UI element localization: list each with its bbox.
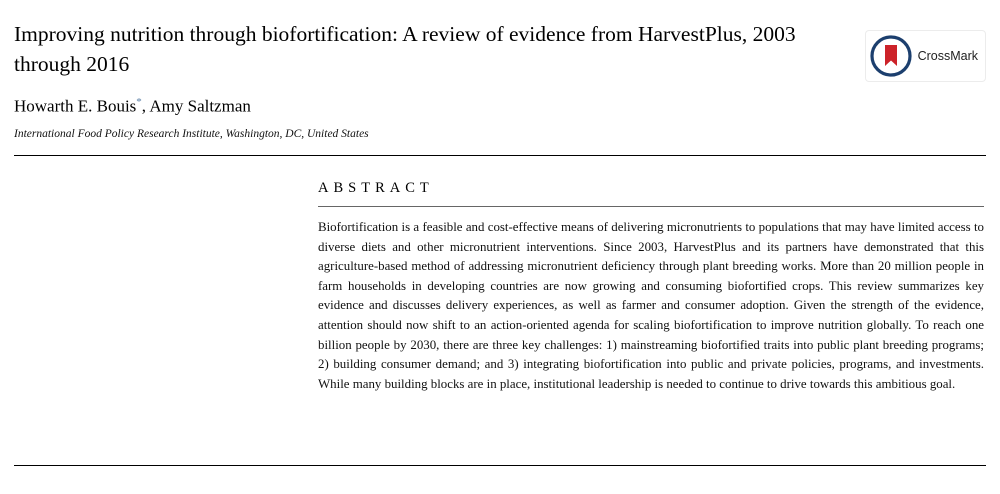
corresponding-author-marker[interactable]: * (136, 96, 142, 109)
crossmark-badge[interactable] (865, 30, 986, 82)
paper-header (0, 0, 1000, 140)
paper-title: Improving nutrition through biofortification: A review of evidence from HarvestPlus, 2003 through 2016 (14, 22, 796, 76)
author-name-second: Amy Saltzman (149, 96, 251, 116)
authors-line (14, 96, 986, 117)
crossmark-label: CrossMark (917, 49, 978, 63)
author-name-first: Howarth E. Bouis (14, 96, 137, 116)
abstract-heading: ABSTRACT (318, 180, 984, 207)
affiliation: International Food Policy Research Institute, Washington, DC, United States (14, 127, 369, 140)
author-separator: , (141, 96, 150, 116)
abstract-text: Biofortification is a feasible and cost-effective means of delivering micronutrients to populations that may have limited access to diverse diets and other micronutrient interventions. Since 2003, HarvestPlus and its partners have demonstrated that this agriculture-based method of addressing micronutrient deficiency through plant breeding works. More than 20 million people in farm households in developing countries are now growing and consuming biofortified crops. This review summarizes key evidence and discusses delivery experiences, as well as farmer and consumer adoption. Given the strength of the evidence, attention should now shift to an action-oriented agenda for scaling biofortification to improve nutrition globally. To reach one billion people by 2030, there are three key challenges: 1) mainstreaming biofortified traits into public plant breeding programs; 2) building consumer demand; and 3) integrating biofortification into public and private policies, programs, and investments. While many building blocks are in place, institutional leadership is needed to continue to drive towards this ambitious goal. (318, 219, 984, 391)
footer-divider (14, 465, 986, 466)
crossmark-icon (869, 34, 913, 78)
abstract-section (318, 156, 984, 394)
